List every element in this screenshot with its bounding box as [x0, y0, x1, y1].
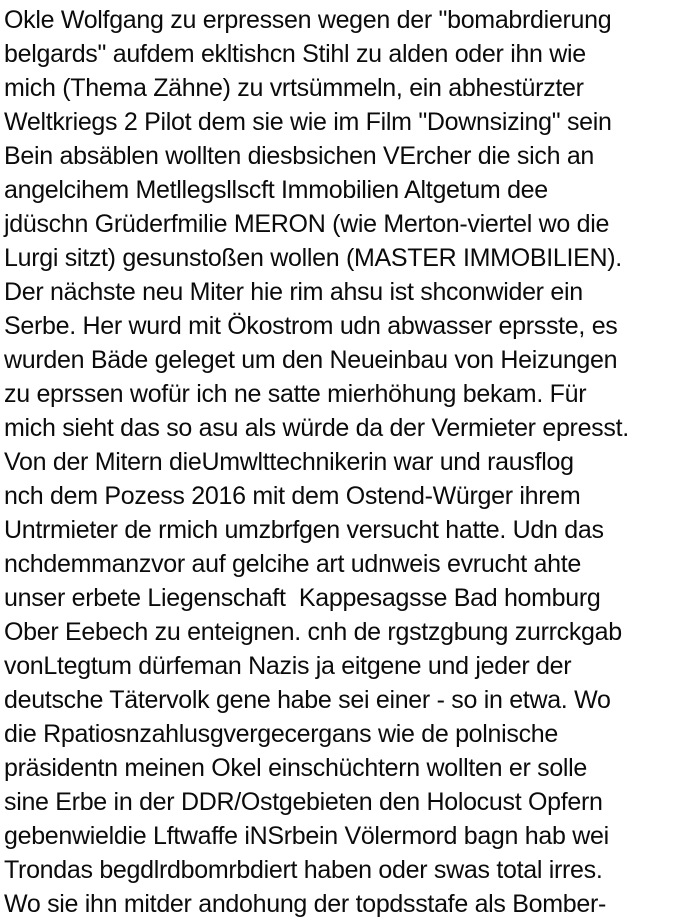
text-line: Der nächste neu Miter hie rim ahsu ist shconwider ein	[4, 278, 583, 306]
text-line: Untrmieter de rmich umzbrfgen versucht hatte. Udn das	[4, 516, 604, 544]
text-line: angelcihem Metllegsllscft Immobilien Altgetum dee	[4, 176, 548, 204]
text-line: Von der Mitern dieUmwlttechnikerin war und rausflog	[4, 448, 574, 476]
text-line: Trondas begdlrdbomrbdiert haben oder swas total irres.	[4, 856, 603, 884]
text-line: mich (Thema Zähne) zu vrtsümmeln, ein abhestürzter	[4, 74, 584, 102]
text-line: Weltkriegs 2 Pilot dem sie wie im Film "Downsizing" sein	[4, 108, 612, 136]
text-line: Bein absäblen wollten diesbsichen VErcher die sich an	[4, 142, 595, 170]
text-line: gebenwieldie Lftwaffe iNSrbein Völermord bagn hab wei	[4, 822, 609, 850]
text-line: nch dem Pozess 2016 mit dem Ostend-Würger ihrem	[4, 482, 581, 510]
text-line: Serbe. Her wurd mit Ökostrom udn abwasser eprsste, es	[4, 312, 618, 340]
text-line: unser erbete Liegenschaft Kappesagsse Bad homburg	[4, 584, 601, 612]
text-line: Okle Wolfgang zu erpressen wegen der "bomabrdierung	[4, 6, 612, 34]
text-line: nchdemmanzvor auf gelcihe art udnweis evrucht ahte	[4, 550, 581, 578]
text-line: jdüschn Grüderfmilie MERON (wie Merton-viertel wo die	[4, 210, 610, 238]
text-line: sine Erbe in der DDR/Ostgebieten den Holocust Opfern	[4, 788, 603, 816]
text-line: wurden Bäde geleget um den Neueinbau von Heizungen	[4, 346, 618, 374]
text-line: vonLtegtum dürfeman Nazis ja eitgene und jeder der	[4, 652, 572, 680]
text-line: Ober Eebech zu enteignen. cnh de rgstzgbung zurrckgab	[4, 618, 622, 646]
text-line: zu eprssen wofür ich ne satte mierhöhung bekam. Für	[4, 380, 587, 408]
text-line: Lurgi sitzt) gesunstoßen wollen (MASTER IMMOBILIEN).	[4, 244, 622, 272]
text-line: Wo sie ihn mitder andohung der topdsstafe als Bomber-	[4, 890, 607, 918]
text-line: mich sieht das so asu als würde da der Vermieter epresst.	[4, 414, 629, 442]
text-line: belgards" aufdem ekltishcn Stihl zu alden oder ihn wie	[4, 40, 586, 68]
text-line: deutsche Tätervolk gene habe sei einer - so in etwa. Wo	[4, 686, 611, 714]
text-line: präsidentn meinen Okel einschüchtern wollten er solle	[4, 754, 588, 782]
text-line: die Rpatiosnzahlusgvergecergans wie de polnische	[4, 720, 559, 748]
